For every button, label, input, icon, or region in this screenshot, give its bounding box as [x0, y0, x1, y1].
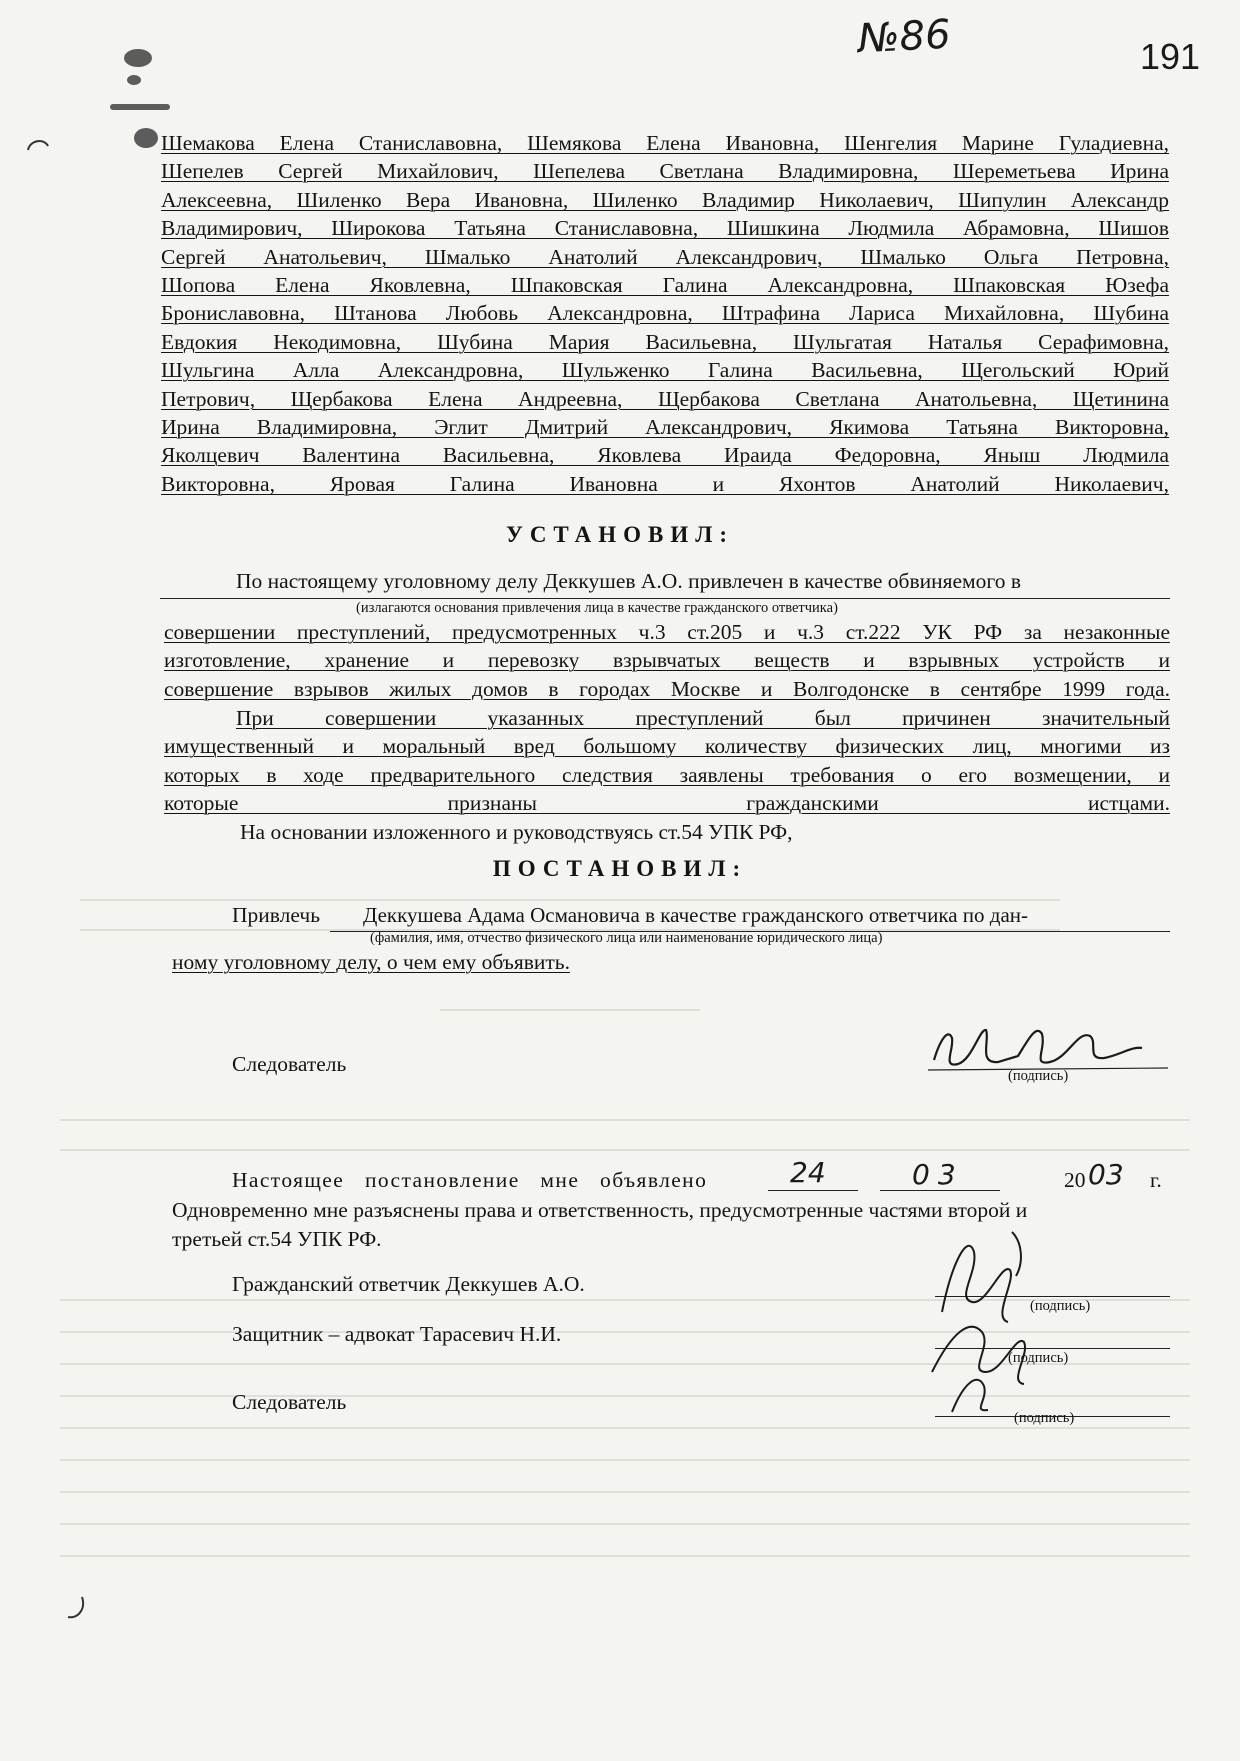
announcement-day: 24: [790, 1156, 826, 1189]
established-caption: (излагаются основания привлечения лица в качестве гражданского ответчика): [356, 600, 838, 616]
resolved-heading: ПОСТАНОВИЛ:: [492, 856, 748, 881]
investigator-label-bottom: Следователь: [232, 1390, 347, 1414]
investigator-label-top: Следователь: [232, 1052, 347, 1076]
established-paragraph-2-line: которых в ходе предварительного следствия заявлены требования о его возмещении, и: [164, 762, 1170, 787]
names-line: Евдокия Некодимовна, Шубина Мария Васильевна, Шульгатая Наталья Серафимовна,: [161, 329, 1169, 354]
announcement-text: Настоящее постановление мне объявлено: [232, 1168, 708, 1192]
announcement-year-suffix: 03: [1088, 1158, 1124, 1191]
announcement-month: 03: [912, 1158, 964, 1191]
defender-label: Защитник – адвокат Тарасевич Н.И.: [232, 1322, 562, 1346]
names-line: Брониславовна, Штанова Любовь Александровна, Штрафина Лариса Михайловна, Шубина: [161, 301, 1169, 326]
handwritten-sheet-number: 191: [1140, 36, 1201, 77]
established-first-line: По настоящему уголовному делу Деккушев А.О. привлечен в качестве обвиняемого в: [236, 569, 1021, 593]
announcement-day-rule: [768, 1190, 858, 1191]
defender-caption: (подпись): [1008, 1350, 1069, 1366]
established-paragraph-2-line: При совершении указанных преступлений был причинен значительный: [236, 706, 1170, 730]
names-line: Шепелев Сергей Михайлович, Шепелева Светлана Владимировна, Шереметьева Ирина: [161, 159, 1169, 184]
investigator-signature-caption: (подпись): [1008, 1068, 1069, 1084]
names-line: Викторовна, Яровая Галина Ивановна и Яхонтов Анатолий Николаевич,: [161, 471, 1169, 496]
established-heading: УСТАНОВИЛ:: [505, 522, 735, 547]
resolved-prefix: Привлечь: [232, 903, 321, 927]
names-line: Шопова Елена Яковлевна, Шпаковская Галина Александровна, Шпаковская Юзефа: [161, 273, 1169, 298]
established-paragraph-2-line: имущественный и моральный вред большому количеству физических лиц, многими из: [164, 734, 1170, 759]
defendant-lawyer-signatures-mark: [912, 1222, 1052, 1422]
names-line: Сергей Анатольевич, Шмалько Анатолий Александрович, Шмалько Ольга Петровна,: [161, 244, 1169, 269]
established-paragraph-1: [164, 618, 1170, 703]
names-line: Шульгина Алла Александровна, Шульженко Галина Васильевна, Щегольский Юрий: [161, 358, 1169, 383]
investigator-bottom-caption: (подпись): [1014, 1410, 1075, 1426]
announcement-year-unit: г.: [1150, 1168, 1162, 1192]
names-line: Алексеевна, Шиленко Вера Ивановна, Шиленко Владимир Николаевич, Шипулин Александр: [161, 187, 1169, 212]
established-paragraph-1-line: совершении преступлений, предусмотренных ч.3 ст.205 и ч.3 ст.222 УК РФ за незаконные: [164, 620, 1170, 644]
resolved-second-line: ному уголовному делу, о чем ему объявить.: [172, 950, 570, 974]
established-paragraph-1-line: совершение взрывов жилых домов в городах Москве и Волгодонске в сентябре 1999 года.: [164, 676, 1170, 701]
resolved-first-line: Деккушева Адама Османовича в качестве гражданского ответчика по дан-: [363, 903, 1029, 927]
resolved-caption: (фамилия, имя, отчество физического лица или наименование юридического лица): [370, 930, 883, 946]
civil-defendant-caption: (подпись): [1030, 1298, 1091, 1314]
names-line: Яколцевич Валентина Васильевна, Яковлева Ираида Федоровна, Яныш Людмила: [161, 443, 1169, 468]
legal-basis-text: На основании изложенного и руководствуясь ст.54 УПК РФ,: [240, 820, 793, 844]
announcement-month-rule: [880, 1190, 1000, 1191]
announcement-year-prefix: 20: [1064, 1168, 1086, 1192]
names-line: Ирина Владимировна, Эглит Дмитрий Александрович, Якимова Татьяна Викторовна,: [161, 415, 1169, 440]
names-line: Шемакова Елена Станиславовна, Шемякова Елена Ивановна, Шенгелия Марине Гуладиевна,: [161, 131, 1169, 155]
names-line: Владимирович, Широкова Татьяна Станиславовна, Шишкина Людмила Абрамовна, Шишов: [161, 216, 1169, 241]
names-line: Петрович, Щербакова Елена Андреевна, Щербакова Светлана Анатольевна, Щетинина: [161, 386, 1169, 411]
handwritten-case-mark: №86: [856, 11, 952, 63]
civil-defendant-label: Гражданский ответчик Деккушев А.О.: [232, 1272, 585, 1296]
punch-hole-icon: [64, 1595, 88, 1623]
punch-hole-icon: [26, 136, 52, 156]
rights-line-2: третьей ст.54 УПК РФ.: [172, 1227, 382, 1251]
established-first-line-rule: [160, 598, 1170, 599]
rights-line-1: Одновременно мне разъяснены права и ответственность, предусмотренные частями второй и: [172, 1198, 1028, 1222]
established-paragraph-2-line: которые признаны гражданскими истцами.: [164, 791, 1170, 816]
established-paragraph-1-line: изготовление, хранение и перевозку взрывчатых веществ и взрывных устройств и: [164, 648, 1170, 673]
civil-plaintiffs-list: [161, 129, 1169, 498]
established-paragraph-2: [164, 704, 1170, 818]
